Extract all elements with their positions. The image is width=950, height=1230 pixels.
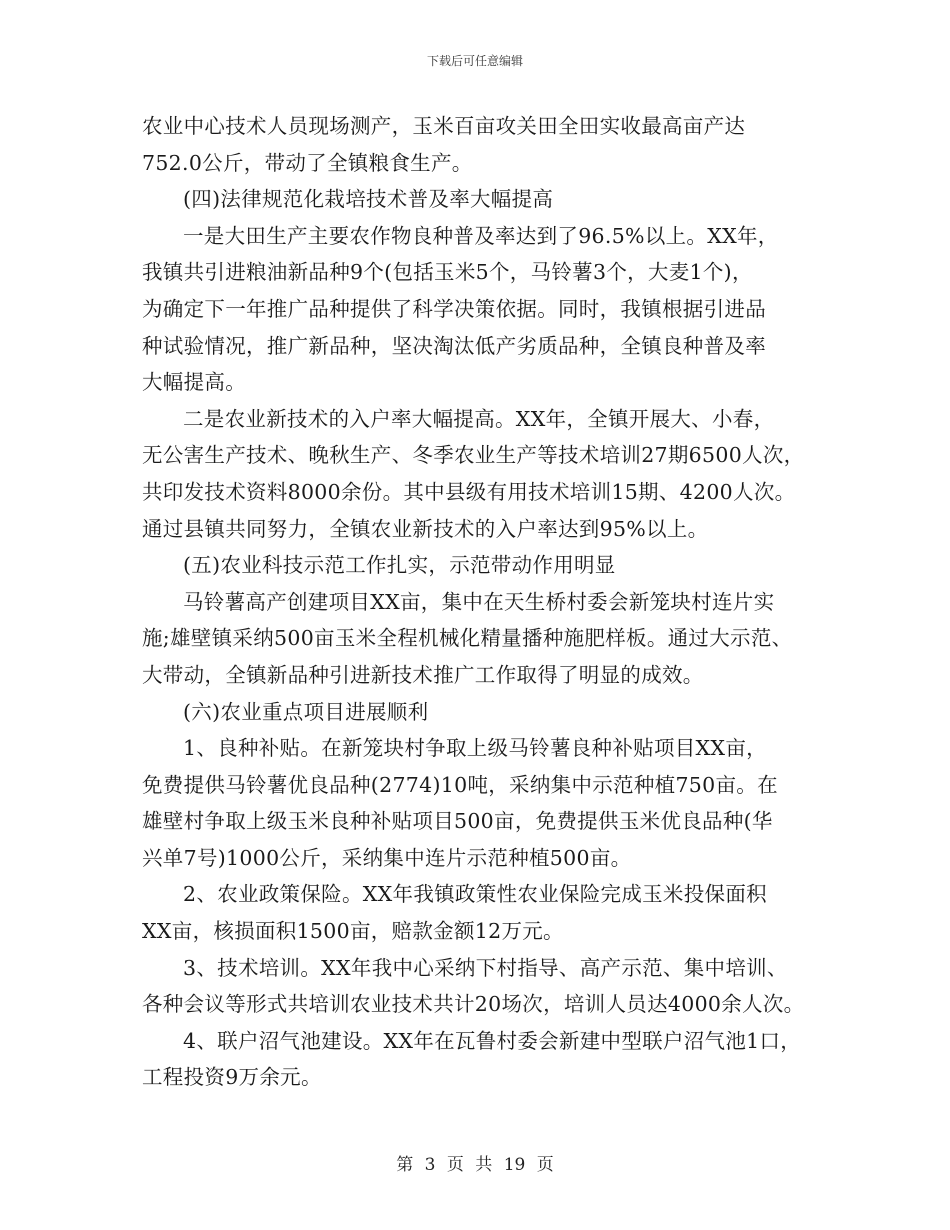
text-line: (四)法律规范化栽培技术普及率大幅提高 [183,187,554,212]
text-line: (六)农业重点项目进展顺利 [183,699,429,724]
text-line: 大带动，全镇新品种引进新技术推广工作取得了明显的成效。 [142,662,704,687]
text-line: 为确定下一年推广品种提供了科学决策依据。同时，我镇根据引进品 [142,296,766,321]
text-line: 马铃薯高产创建项目XX亩，集中在天生桥村委会新笼块村连片实 [183,589,775,614]
text-line: 共印发技术资料8000余份。其中县级有用技术培训15期、4200人次。 [142,479,796,504]
text-line: 752.0公斤，带动了全镇粮食生产。 [142,150,473,175]
text-line: 种试验情况，推广新品种，坚决淘汰低产劣质品种，全镇良种普及率 [142,333,766,358]
text-line: 各种会议等形式共培训农业技术共计20场次，培训人员达4000余人次。 [142,992,805,1017]
document-body [142,108,832,1096]
text-line: XX亩，核损面积1500亩，赔款金额12万元。 [142,919,564,944]
text-line: 施;雄壁镇采纳500亩玉米全程机械化精量播种施肥样板。通过大示范、 [142,626,793,651]
text-line: (五)农业科技示范工作扎实，示范带动作用明显 [183,553,616,578]
text-line: 1、良种补贴。在新笼块村争取上级马铃薯良种补贴项目XX亩， [183,736,767,761]
page-number-footer: 第 3 页 共 19 页 [396,1155,554,1175]
text-line: 3、技术培训。XX年我中心采纳下村指导、高产示范、集中培训、 [183,955,788,980]
text-line: 农业中心技术人员现场测产，玉米百亩攻关田全田实收最高亩产达 [142,114,746,138]
text-line: 4、联户沼气池建设。XX年在瓦鲁村委会新建中型联户沼气池1口， [183,1028,802,1053]
text-line: 2、农业政策保险。XX年我镇政策性农业保险完成玉米投保面积 [183,882,767,907]
text-line: 我镇共引进粮油新品种9个(包括玉米5个，马铃薯3个，大麦1个)， [142,260,753,285]
text-line: 兴单7号)1000公斤，采纳集中连片示范种植500亩。 [142,845,632,870]
page-header-note: 下载后可任意编辑 [426,54,523,68]
text-line: 二是农业新技术的入户率大幅提高。XX年，全镇开展大、小春， [183,406,775,431]
text-line: 通过县镇共同努力，全镇农业新技术的入户率达到95%以上。 [142,516,709,541]
text-line: 大幅提高。 [142,370,246,395]
text-line: 雄壁村争取上级玉米良种补贴项目500亩，免费提供玉米优良品种(华 [142,809,773,834]
text-line: 无公害生产技术、晚秋生产、冬季农业生产等技术培训27期6500人次， [142,443,805,468]
text-line: 一是大田生产主要农作物良种普及率达到了96.5%以上。XX年， [183,223,779,248]
text-line: 工程投资9万余元。 [142,1065,322,1090]
text-line: 免费提供马铃薯优良品种(2774)10吨，采纳集中示范种植750亩。在 [142,772,778,797]
